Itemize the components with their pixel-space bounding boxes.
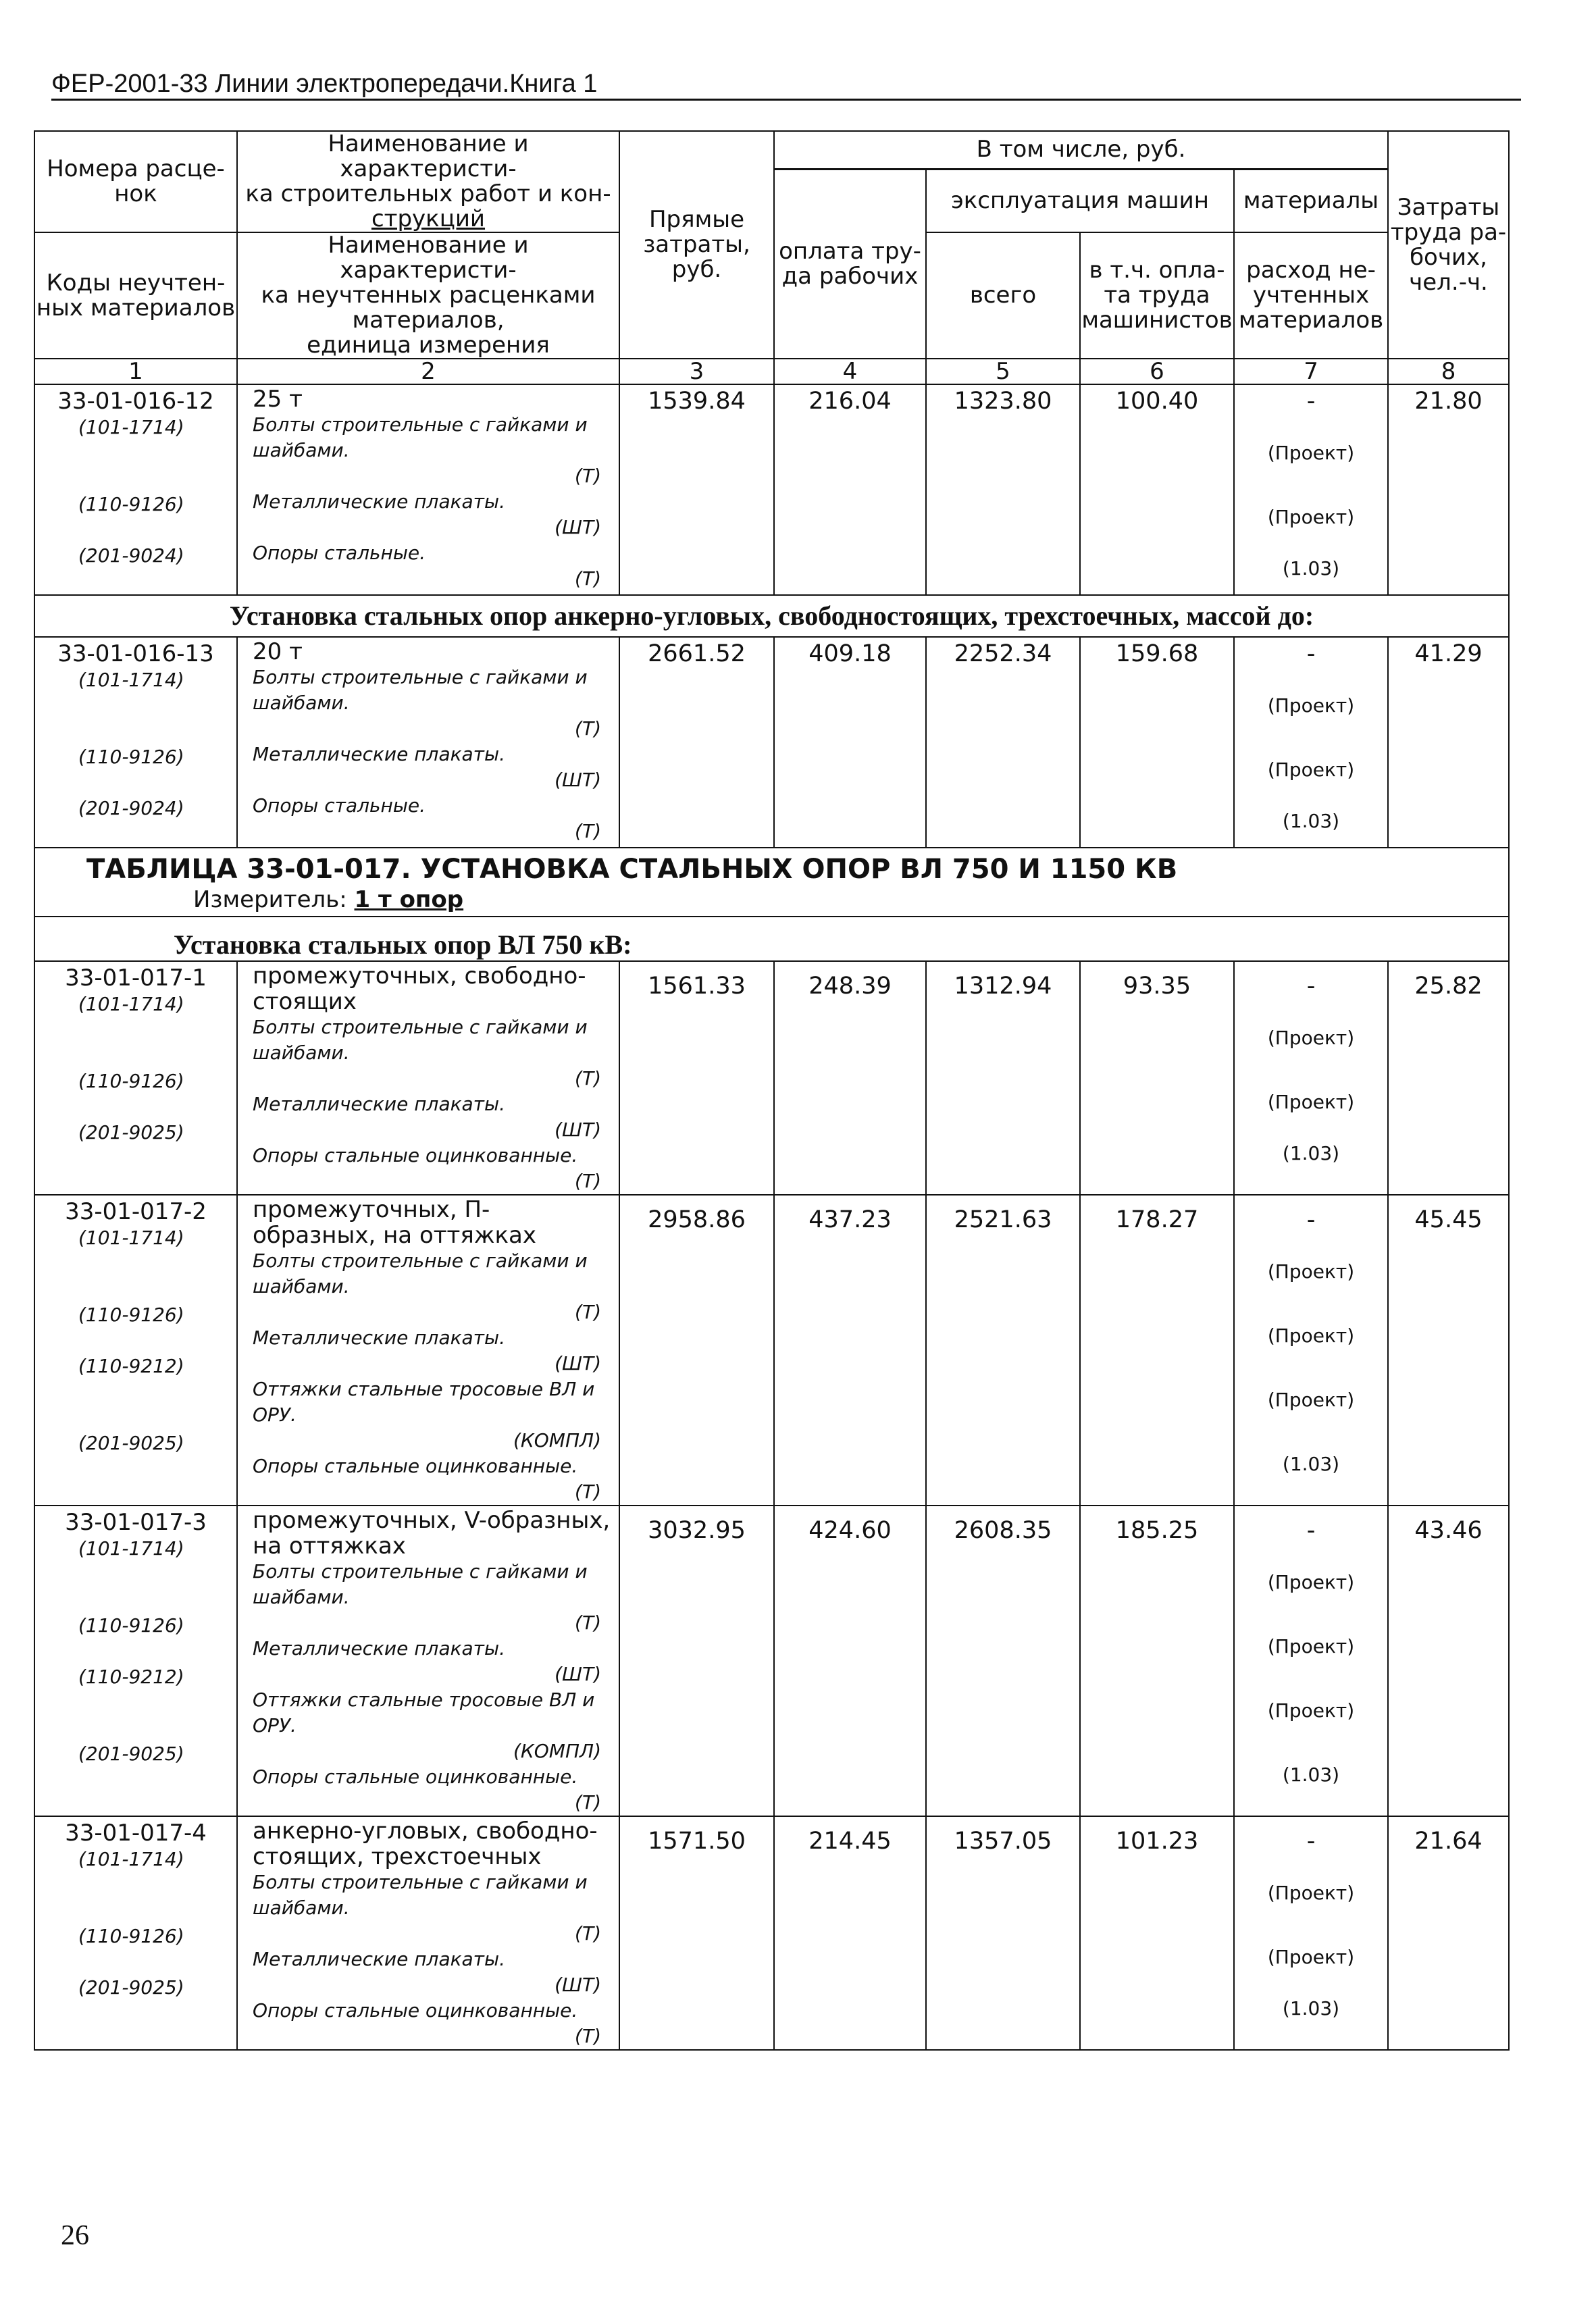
rate-code-cell bbox=[34, 384, 237, 595]
material-entry bbox=[238, 1091, 619, 1143]
machinist-pay: 101.23 bbox=[1115, 1828, 1199, 1855]
direct-costs-cell bbox=[619, 961, 774, 1195]
material-unit: (ШТ) bbox=[555, 1352, 601, 1374]
materials-value: - bbox=[1306, 640, 1316, 667]
material-norm: (Проект) bbox=[1267, 1635, 1355, 1657]
material-name-line: ОРУ. bbox=[253, 1404, 297, 1426]
material-norm: (1.03) bbox=[1282, 1453, 1340, 1475]
material-code: (110-9126) bbox=[78, 1614, 184, 1637]
rates-numbers-header: Номера расце- нок bbox=[34, 131, 237, 232]
material-unit: (Т) bbox=[575, 1170, 601, 1192]
rate-code-cell bbox=[34, 1816, 237, 2050]
labor-costs-cell bbox=[1388, 1816, 1509, 2050]
materials-header: материалы bbox=[1234, 169, 1388, 232]
rate-description-cell bbox=[237, 637, 619, 848]
labor-pay-cell bbox=[774, 637, 926, 848]
work-description bbox=[238, 385, 619, 412]
material-unit: (Т) bbox=[575, 1612, 601, 1634]
material-entry bbox=[238, 1947, 619, 1998]
rate-code-cell bbox=[34, 1506, 237, 1816]
machinist-pay-cell bbox=[1080, 1195, 1234, 1506]
material-entry bbox=[238, 665, 619, 742]
material-code: (110-9126) bbox=[78, 1070, 184, 1092]
rate-code: 33-01-016-12 bbox=[57, 388, 214, 415]
running-title: ФЕР-2001-33 Линии электропередачи.Книга 1 bbox=[51, 70, 598, 98]
material-entry bbox=[238, 1687, 619, 1764]
labor-costs: 21.64 bbox=[1414, 1828, 1483, 1855]
material-unit: (Т) bbox=[575, 1922, 601, 1945]
material-entry bbox=[238, 1870, 619, 1947]
labor-pay: 248.39 bbox=[808, 973, 892, 1000]
direct-costs: 1539.84 bbox=[648, 388, 746, 415]
machines-total-cell bbox=[926, 637, 1080, 848]
machines-total: 2608.35 bbox=[954, 1517, 1052, 1544]
material-entry bbox=[238, 412, 619, 489]
material-unit: (КОМПЛ) bbox=[513, 1429, 601, 1451]
work-description bbox=[238, 1817, 619, 1870]
materials-value: - bbox=[1306, 1517, 1316, 1544]
labor-pay-cell bbox=[774, 1506, 926, 1816]
unaccounted-materials-cell bbox=[1234, 384, 1388, 595]
page-number: 26 bbox=[61, 2220, 89, 2251]
material-norm: (Проект) bbox=[1267, 1091, 1355, 1113]
material-name-line: Металлические плакаты. bbox=[253, 1093, 505, 1115]
section-heading-row bbox=[34, 595, 1509, 637]
section-heading: Установка стальных опор анкерно-угловых, свободностоящих, трехстоечных, массой до: bbox=[34, 595, 1509, 637]
material-code: (201-9025) bbox=[78, 1121, 184, 1143]
direct-costs: 2958.86 bbox=[648, 1206, 746, 1233]
material-name-line: Металлические плакаты. bbox=[253, 1327, 505, 1349]
direct-costs: 2661.52 bbox=[648, 640, 746, 667]
material-entry bbox=[238, 540, 619, 592]
machines-total-cell bbox=[926, 961, 1080, 1195]
direct-costs: 1561.33 bbox=[648, 973, 746, 1000]
material-code: (201-9024) bbox=[78, 544, 184, 567]
labor-costs-cell bbox=[1388, 961, 1509, 1195]
rate-description-cell bbox=[237, 1195, 619, 1506]
machinist-pay-cell bbox=[1080, 1506, 1234, 1816]
meter-label: Измеритель: bbox=[193, 886, 347, 913]
material-name-line: Оттяжки стальные тросовые ВЛ и bbox=[253, 1689, 595, 1711]
material-entry bbox=[238, 1998, 619, 2049]
rate-description-cell bbox=[237, 1816, 619, 2050]
material-code: (110-9212) bbox=[78, 1666, 184, 1688]
material-name-line: Болты строительные с гайками и bbox=[253, 413, 588, 436]
rate-row bbox=[34, 1816, 1509, 2050]
material-entry bbox=[238, 1764, 619, 1816]
labor-costs: 25.82 bbox=[1414, 973, 1483, 1000]
material-code: (101-1714) bbox=[78, 416, 184, 438]
column-number: 5 bbox=[926, 359, 1080, 384]
material-unit: (ШТ) bbox=[555, 1119, 601, 1141]
labor-pay: 437.23 bbox=[808, 1206, 892, 1233]
machines-total: 2252.34 bbox=[954, 640, 1052, 667]
material-code: (101-1714) bbox=[78, 669, 184, 691]
material-norm: (1.03) bbox=[1282, 1764, 1340, 1786]
rate-code-cell bbox=[34, 637, 237, 848]
material-code: (110-9126) bbox=[78, 493, 184, 515]
rate-description-cell bbox=[237, 1506, 619, 1816]
section-heading-row bbox=[34, 917, 1509, 961]
rate-code: 33-01-017-3 bbox=[65, 1509, 207, 1536]
rates-table bbox=[34, 130, 1510, 2051]
material-name-line: шайбами. bbox=[253, 1897, 350, 1919]
material-name-header: Наименование и характеристи- ка неучтенных расценками материалов, единица измерения bbox=[237, 232, 619, 359]
machines-header: эксплуатация машин bbox=[926, 169, 1234, 232]
machinist-pay-cell bbox=[1080, 961, 1234, 1195]
meter-row bbox=[34, 886, 1509, 917]
material-unit: (Т) bbox=[575, 1791, 601, 1814]
work-description-line: промежуточных, свободно- bbox=[253, 962, 586, 989]
machines-total-cell bbox=[926, 1195, 1080, 1506]
material-norm: (1.03) bbox=[1282, 810, 1340, 832]
rate-row bbox=[34, 384, 1509, 595]
work-description bbox=[238, 638, 619, 665]
material-norm: (Проект) bbox=[1267, 506, 1355, 528]
machinist-pay: 100.40 bbox=[1115, 388, 1199, 415]
material-code: (201-9025) bbox=[78, 1432, 184, 1454]
labor-pay: 216.04 bbox=[808, 388, 892, 415]
table-title-row bbox=[34, 848, 1509, 886]
material-name-line: Металлические плакаты. bbox=[253, 1948, 505, 1970]
material-code: (110-9126) bbox=[78, 746, 184, 768]
material-norm: (Проект) bbox=[1267, 694, 1355, 717]
column-number: 1 bbox=[34, 359, 237, 384]
work-description-line: 20 т bbox=[253, 638, 303, 665]
machinist-pay-header: в т.ч. опла- та труда машинистов bbox=[1080, 232, 1234, 359]
material-unit: (ШТ) bbox=[555, 516, 601, 538]
header-row-1 bbox=[34, 131, 1509, 169]
material-entry bbox=[238, 1014, 619, 1091]
rate-code: 33-01-016-13 bbox=[57, 640, 214, 667]
machines-total-cell bbox=[926, 1816, 1080, 2050]
rate-code: 33-01-017-2 bbox=[65, 1198, 207, 1225]
material-unit: (Т) bbox=[575, 1301, 601, 1323]
labor-pay-cell bbox=[774, 1195, 926, 1506]
material-unit: (ШТ) bbox=[555, 1974, 601, 1996]
machinist-pay: 159.68 bbox=[1115, 640, 1199, 667]
material-name-line: ОРУ. bbox=[253, 1714, 297, 1737]
labor-costs-cell bbox=[1388, 1195, 1509, 1506]
machinist-pay-cell bbox=[1080, 1816, 1234, 2050]
material-name-line: Опоры стальные. bbox=[253, 794, 426, 817]
direct-costs-cell bbox=[619, 637, 774, 848]
material-unit: (Т) bbox=[575, 820, 601, 842]
work-description-line: стоящих, трехстоечных bbox=[253, 1843, 542, 1870]
codes-header: Коды неучтен- ных материалов bbox=[34, 232, 237, 359]
labor-costs: 41.29 bbox=[1414, 640, 1483, 667]
labor-costs-cell bbox=[1388, 1506, 1509, 1816]
labor-pay-cell bbox=[774, 384, 926, 595]
material-name-line: Болты строительные с гайками и bbox=[253, 1016, 588, 1038]
material-code: (101-1714) bbox=[78, 1537, 184, 1560]
including-header: В том числе, руб. bbox=[774, 131, 1388, 169]
machinist-pay: 178.27 bbox=[1115, 1206, 1199, 1233]
material-unit: (Т) bbox=[575, 2025, 601, 2047]
material-norm: (Проект) bbox=[1267, 1260, 1355, 1283]
machines-total-header: всего bbox=[926, 232, 1080, 359]
machines-total: 1312.94 bbox=[954, 973, 1052, 1000]
material-norm: (Проект) bbox=[1267, 759, 1355, 781]
material-name-line: Металлические плакаты. bbox=[253, 743, 505, 765]
material-norm: (Проект) bbox=[1267, 1027, 1355, 1049]
material-entry bbox=[238, 1636, 619, 1687]
rate-description-cell bbox=[237, 961, 619, 1195]
meter-cell bbox=[34, 886, 1509, 917]
material-norm: (Проект) bbox=[1267, 1699, 1355, 1722]
work-name-header: Наименование и характеристи- ка строительных работ и кон- струкций bbox=[237, 131, 619, 232]
unaccounted-use-header: расход не- учтенных материалов bbox=[1234, 232, 1388, 359]
unaccounted-materials-cell bbox=[1234, 1816, 1388, 2050]
labor-pay-cell bbox=[774, 1816, 926, 2050]
work-description-line: промежуточных, V-образных, bbox=[253, 1507, 611, 1534]
material-code: (110-9212) bbox=[78, 1355, 184, 1377]
direct-costs-cell bbox=[619, 384, 774, 595]
material-name-line: Металлические плакаты. bbox=[253, 1637, 505, 1660]
machinist-pay-cell bbox=[1080, 384, 1234, 595]
work-description-line: анкерно-угловых, свободно- bbox=[253, 1818, 598, 1845]
materials-value: - bbox=[1306, 1828, 1316, 1855]
material-norm: (Проект) bbox=[1267, 1882, 1355, 1904]
machines-total: 1357.05 bbox=[954, 1828, 1052, 1855]
labor-pay: 214.45 bbox=[808, 1828, 892, 1855]
material-name-line: Оттяжки стальные тросовые ВЛ и bbox=[253, 1378, 595, 1400]
rate-code: 33-01-017-1 bbox=[65, 965, 207, 992]
material-name-line: Болты строительные с гайками и bbox=[253, 1560, 588, 1583]
meter-value: 1 т опор bbox=[354, 886, 464, 913]
material-unit: (КОМПЛ) bbox=[513, 1740, 601, 1762]
material-name-line: Опоры стальные оцинкованные. bbox=[253, 1999, 578, 2022]
machines-total-cell bbox=[926, 1506, 1080, 1816]
labor-costs-header: Затраты труда ра- бочих, чел.-ч. bbox=[1388, 131, 1509, 359]
column-number: 7 bbox=[1234, 359, 1388, 384]
material-entry bbox=[238, 1559, 619, 1636]
material-code: (101-1714) bbox=[78, 1848, 184, 1870]
material-unit: (Т) bbox=[575, 465, 601, 487]
material-unit: (Т) bbox=[575, 567, 601, 590]
labor-pay-cell bbox=[774, 961, 926, 1195]
material-norm: (Проект) bbox=[1267, 1389, 1355, 1411]
table-title: ТАБЛИЦА 33-01-017. УСТАНОВКА СТАЛЬНЫХ ОПОР ВЛ 750 И 1150 КВ bbox=[34, 848, 1509, 886]
material-name-line: Болты строительные с гайками и bbox=[253, 666, 588, 688]
material-norm: (Проект) bbox=[1267, 1946, 1355, 1968]
work-description-line: на оттяжках bbox=[253, 1533, 406, 1560]
labor-costs-cell bbox=[1388, 384, 1509, 595]
rate-code-cell bbox=[34, 1195, 237, 1506]
machinist-pay: 93.35 bbox=[1123, 973, 1191, 1000]
material-unit: (ШТ) bbox=[555, 769, 601, 791]
materials-value: - bbox=[1306, 388, 1316, 415]
rate-code-cell bbox=[34, 961, 237, 1195]
labor-pay: 409.18 bbox=[808, 640, 892, 667]
work-description-line: образных, на оттяжках bbox=[253, 1222, 536, 1249]
machines-total: 1323.80 bbox=[954, 388, 1052, 415]
labor-costs: 45.45 bbox=[1414, 1206, 1483, 1233]
header-rule bbox=[51, 99, 1521, 101]
direct-costs-cell bbox=[619, 1816, 774, 2050]
material-entry bbox=[238, 742, 619, 793]
material-norm: (Проект) bbox=[1267, 1325, 1355, 1347]
material-name-line: Опоры стальные оцинкованные. bbox=[253, 1144, 578, 1166]
material-name-line: шайбами. bbox=[253, 692, 350, 714]
direct-costs-cell bbox=[619, 1506, 774, 1816]
unaccounted-materials-cell bbox=[1234, 1506, 1388, 1816]
direct-costs-header: Прямые затраты, руб. bbox=[619, 131, 774, 359]
material-name-line: Опоры стальные. bbox=[253, 542, 426, 564]
material-entry bbox=[238, 489, 619, 540]
material-norm: (1.03) bbox=[1282, 1142, 1340, 1164]
labor-costs-cell bbox=[1388, 637, 1509, 848]
direct-costs: 3032.95 bbox=[648, 1517, 746, 1544]
material-code: (201-9025) bbox=[78, 1976, 184, 1999]
unaccounted-materials-cell bbox=[1234, 1195, 1388, 1506]
column-numbers-row bbox=[34, 359, 1509, 384]
machinist-pay: 185.25 bbox=[1115, 1517, 1199, 1544]
material-name-line: шайбами. bbox=[253, 1586, 350, 1608]
material-unit: (Т) bbox=[575, 717, 601, 740]
material-entry bbox=[238, 1248, 619, 1325]
work-description-line: стоящих bbox=[253, 988, 357, 1015]
material-code: (110-9126) bbox=[78, 1304, 184, 1326]
material-code: (101-1714) bbox=[78, 1227, 184, 1249]
work-description-line: 25 т bbox=[253, 386, 303, 413]
material-name-line: шайбами. bbox=[253, 439, 350, 461]
machines-total: 2521.63 bbox=[954, 1206, 1052, 1233]
work-description-line: промежуточных, П- bbox=[253, 1196, 490, 1223]
work-description bbox=[238, 1195, 619, 1248]
column-number: 8 bbox=[1388, 359, 1509, 384]
column-number: 6 bbox=[1080, 359, 1234, 384]
rate-row bbox=[34, 961, 1509, 1195]
column-number: 2 bbox=[237, 359, 619, 384]
material-unit: (Т) bbox=[575, 1067, 601, 1089]
direct-costs: 1571.50 bbox=[648, 1828, 746, 1855]
material-name-line: Болты строительные с гайками и bbox=[253, 1250, 588, 1272]
rate-row bbox=[34, 1506, 1509, 1816]
labor-pay: 424.60 bbox=[808, 1517, 892, 1544]
material-name-line: шайбами. bbox=[253, 1042, 350, 1064]
column-number: 3 bbox=[619, 359, 774, 384]
work-description bbox=[238, 1506, 619, 1559]
materials-value: - bbox=[1306, 1206, 1316, 1233]
material-entry bbox=[238, 1377, 619, 1454]
material-name-line: Опоры стальные оцинкованные. bbox=[253, 1766, 578, 1788]
material-code: (110-9126) bbox=[78, 1925, 184, 1947]
material-unit: (Т) bbox=[575, 1481, 601, 1503]
material-entry bbox=[238, 1143, 619, 1194]
section-heading: Установка стальных опор ВЛ 750 кВ: bbox=[34, 917, 1509, 961]
materials-value: - bbox=[1306, 973, 1316, 1000]
unaccounted-materials-cell bbox=[1234, 961, 1388, 1195]
rate-row bbox=[34, 637, 1509, 848]
material-entry bbox=[238, 1454, 619, 1505]
material-norm: (Проект) bbox=[1267, 1571, 1355, 1593]
labor-pay-header: оплата тру- да рабочих bbox=[774, 169, 926, 359]
machinist-pay-cell bbox=[1080, 637, 1234, 848]
material-norm: (1.03) bbox=[1282, 1997, 1340, 2020]
material-norm: (Проект) bbox=[1267, 442, 1355, 464]
material-name-line: шайбами. bbox=[253, 1275, 350, 1297]
material-unit: (ШТ) bbox=[555, 1663, 601, 1685]
material-code: (101-1714) bbox=[78, 993, 184, 1015]
material-entry bbox=[238, 1325, 619, 1377]
material-norm: (1.03) bbox=[1282, 557, 1340, 580]
unaccounted-materials-cell bbox=[1234, 637, 1388, 848]
material-code: (201-9025) bbox=[78, 1743, 184, 1765]
machines-total-cell bbox=[926, 384, 1080, 595]
labor-costs: 43.46 bbox=[1414, 1517, 1483, 1544]
material-name-line: Металлические плакаты. bbox=[253, 490, 505, 513]
rate-code: 33-01-017-4 bbox=[65, 1820, 207, 1847]
rate-row bbox=[34, 1195, 1509, 1506]
rate-description-cell bbox=[237, 384, 619, 595]
material-entry bbox=[238, 793, 619, 844]
direct-costs-cell bbox=[619, 1195, 774, 1506]
material-name-line: Болты строительные с гайками и bbox=[253, 1871, 588, 1893]
material-code: (201-9024) bbox=[78, 797, 184, 819]
work-description bbox=[238, 962, 619, 1014]
material-name-line: Опоры стальные оцинкованные. bbox=[253, 1455, 578, 1477]
column-number: 4 bbox=[774, 359, 926, 384]
labor-costs: 21.80 bbox=[1414, 388, 1483, 415]
